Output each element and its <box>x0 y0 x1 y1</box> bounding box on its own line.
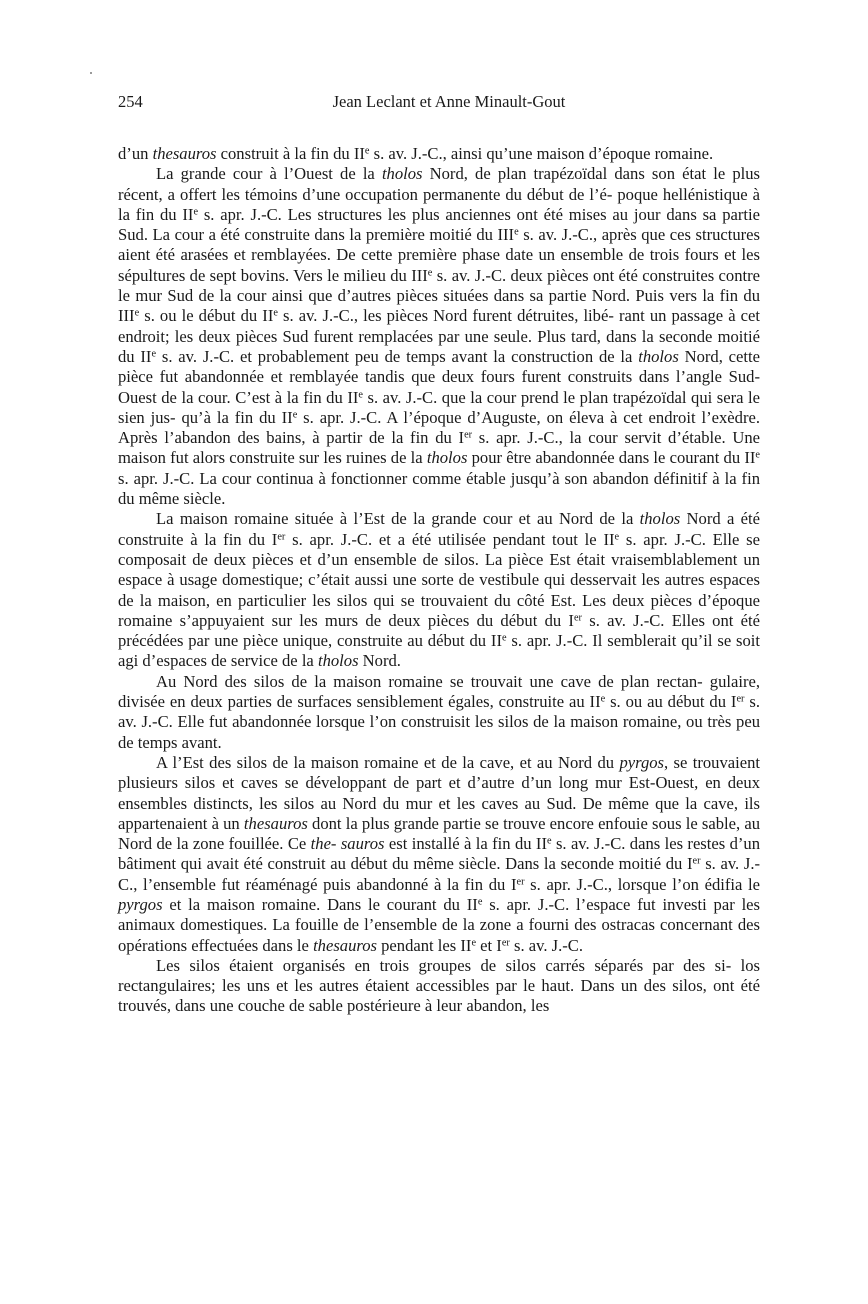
paragraph: d’un thesauros construit à la fin du IIe s. av. J.-C., ainsi qu’une maison d’époque romaine. <box>118 144 714 163</box>
paragraph: La grande cour à l’Ouest de la tholos Nord, de plan trapézoïdal dans son état le plus récent, a offert les témoins d’une occupation permanente du début de l’é- poque hellénistique à la fin du IIe s. apr. J.-C. Les structures les plus anciennes ont été mises au jour dans sa partie Sud. La cour a été construite dans la première moitié du IIIe s. av. J.-C., après que ces structures aient été arasées et remblayées. De cette première phase date un ensemble de trois fours et les sépultures de sept bovins. Vers le milieu du IIIe s. av. J.-C. deux pièces ont été construites contre le mur Sud de la cour ainsi que d’autres pièces situées dans sa partie Nord. Puis vers la fin du IIIe s. ou le début du IIe s. av. J.-C., les pièces Nord furent détruites, libé- rant un passage à cet endroit; les deux pièces Sud furent remplacées par une seule. Plus tard, dans la seconde moitié du IIe s. av. J.-C. et probablement peu de temps avant la construction de la tholos Nord, cette pièce fut abandonnée et remblayée tandis que deux fours furent construits dans l’angle Sud-Ouest de la cour. C’est à la fin du IIe s. av. J.-C. que la cour prend le plan trapézoïdal qui sera le sien jus- qu’à la fin du IIe s. apr. J.-C. A l’époque d’Auguste, on éleva à cet endroit l’exèdre. Après l’abandon des bains, à partir de la fin du Ier s. apr. J.-C., la cour servit d’étable. Une maison fut alors construite sur les ruines de la tholos pour être abandonnée dans le courant du IIe s. apr. J.-C. La cour continua à fonctionner comme étable jusqu’à son abandon définitif à la fin du même siècle. <box>118 164 761 509</box>
body-text <box>118 144 760 1017</box>
paragraph: La maison romaine située à l’Est de la grande cour et au Nord de la tholos Nord a été construite à la fin du Ier s. apr. J.-C. et a été utilisée pendant tout le IIe s. apr. J.-C. Elle se composait de deux pièces et d’un ensemble de silos. La pièce Est était vraisemblablement un espace à usage domestique; c’était aussi une sorte de vestibule qui desservait les autres espaces de la maison, en particulier les silos qui se trouvaient du côté Est. Les deux pièces d’époque romaine s’appuyaient sur les murs de deux pièces du début du Ier s. av. J.-C. Elles ont été précédées par une pièce unique, construite au début du IIe s. apr. J.-C. Il semblerait qu’il se soit agi d’espaces de service de la tholos Nord. <box>118 509 760 671</box>
page-header <box>118 92 760 116</box>
scan-speck <box>90 72 92 74</box>
page-number: 254 <box>118 92 143 111</box>
paragraph: Les silos étaient organisés en trois groupes de silos carrés séparés par des si- los rectangulaires; les uns et les autres étaient accessibles par le haut. Dans un des silos, ont été trouvés, dans une couche de sable postérieure à leur abandon, les <box>118 955 760 1016</box>
running-head: Jean Leclant et Anne Minault-Gout <box>332 92 566 111</box>
paragraph: Au Nord des silos de la maison romaine se trouvait une cave de plan rectan- gulaire, divisée en deux parties de surfaces sensiblement égales, construite au IIe s. ou au début du Ier s. av. J.-C. Elle fut abandonnée lorsque l’on construisit les silos de la maison romaine, ou très peu de temps avant. <box>118 671 760 752</box>
paragraph: A l’Est des silos de la maison romaine et de la cave, et au Nord du pyrgos, se trouvaient plusieurs silos et caves se développant de part et d’autre d’un long mur Est-Ouest, en deux ensembles distincts, les silos au Nord du mur et les caves au Sud. De même que la cave, ils appartenaient à un thesauros dont la plus grande partie se trouve encore enfouie sous le sable, au Nord de la zone fouillée. Ce the- sauros est installé à la fin du IIe s. av. J.-C. dans les restes d’un bâtiment qui avait été construit au début du même siècle. Dans la seconde moitié du Ier s. av. J.-C., l’ensemble fut réaménagé puis abandonné à la fin du Ier s. apr. J.-C., lorsque l’on édifia le pyrgos et la maison romaine. Dans le courant du IIe s. apr. J.-C. l’espace fut investi par les animaux domestiques. La fouille de l’ensemble de la zone a fourni des ostracas concernant des opérations effectuées dans le thesauros pendant les IIe et Ier s. av. J.-C. <box>118 752 761 955</box>
